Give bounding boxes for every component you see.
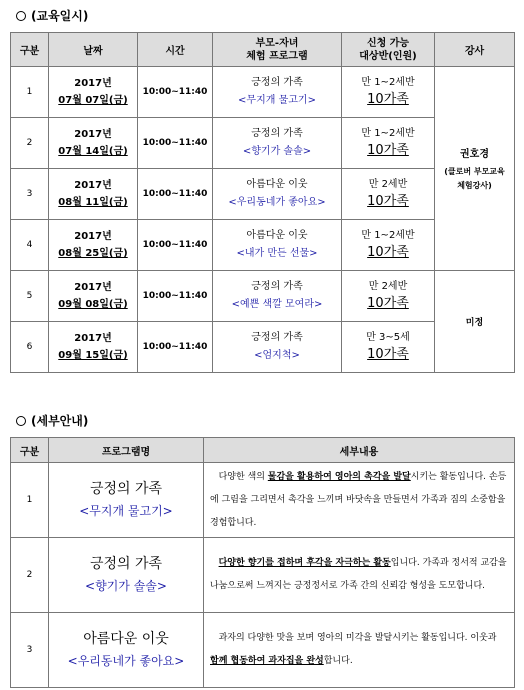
section-title-text: (세부안내) [31,414,89,428]
time-cell: 10:00~11:40 [138,322,213,373]
program-name: 긍정의 가족 [251,128,303,139]
instructor-cell-2: 미정 [435,271,515,373]
instructor-name: 권호경 [460,148,489,160]
row-number: 1 [11,67,49,118]
program-cell [213,220,342,271]
year: 2017년 [74,129,112,140]
program-sub: <향기가 솔솔> [85,579,167,593]
capacity: 10가족 [367,92,409,107]
age-group: 만 3~5세 [366,332,410,343]
capacity: 10가족 [367,194,409,209]
header-date: 날짜 [49,33,138,67]
date: 09월 15일(금) [58,350,128,361]
date: 08월 25일(금) [58,248,128,259]
detail-text [204,613,515,688]
target-cell [342,67,435,118]
header-target: 신청 가능 대상반(인원) [342,33,435,67]
header-details: 세부내용 [204,438,515,463]
date-cell [49,118,138,169]
row-number: 3 [11,169,49,220]
time-cell: 10:00~11:40 [138,271,213,322]
time-cell: 10:00~11:40 [138,169,213,220]
year: 2017년 [74,78,112,89]
header-instructor: 강사 [435,33,515,67]
row-number: 1 [11,463,49,538]
detail-text [204,538,515,613]
details-table [10,437,515,688]
program-name: 긍정의 가족 [251,77,303,88]
table-row [11,613,515,688]
target-cell [342,118,435,169]
capacity: 10가족 [367,245,409,260]
row-number: 2 [11,118,49,169]
program-name: 아름다운 이웃 [83,631,169,647]
detail-pre: 과자의 다양한 맛을 보며 영아의 미각을 발달시키는 활동입니다. 이웃과 [218,633,497,643]
detail-post: 합니다. [323,656,353,666]
program-name-cell [49,538,204,613]
header-program: 부모-자녀 체험 프로그램 [213,33,342,67]
program-sub: <무지개 물고기> [79,504,173,518]
row-number: 5 [11,271,49,322]
circle-bullet-icon [16,11,26,21]
year: 2017년 [74,282,112,293]
row-number: 2 [11,538,49,613]
instructor-cell-1 [435,67,515,271]
year: 2017년 [74,180,112,191]
header-time: 시간 [138,33,213,67]
year: 2017년 [74,333,112,344]
table-row [11,271,515,322]
target-cell [342,271,435,322]
program-sub: <향기가 솔솔> [242,146,312,157]
age-group: 만 2세반 [368,281,408,292]
program-name-cell [49,613,204,688]
age-group: 만 1~2세반 [361,230,415,241]
section-title-schedule [16,7,88,24]
target-cell [342,169,435,220]
detail-post: 입니다. 가족과 정서적 교감을 나눔으로써 느껴지는 긍정정서로 가족 간의 신뢰감 형성을 도모합니다. [210,558,507,591]
program-sub: <우리동네가 좋아요> [228,197,326,208]
program-cell [213,169,342,220]
table-row [11,538,515,613]
program-cell [213,118,342,169]
schedule-table [10,32,515,373]
program-sub: <엄지척> [254,350,300,361]
program-sub: <예쁜 색깔 모여라> [231,299,323,310]
time-cell: 10:00~11:40 [138,118,213,169]
capacity: 10가족 [367,347,409,362]
date: 07월 14일(금) [58,146,128,157]
date-cell [49,271,138,322]
date-cell [49,169,138,220]
program-cell [213,271,342,322]
program-cell [213,322,342,373]
program-name: 긍정의 가족 [89,481,163,497]
program-name: 아름다운 이웃 [246,179,308,190]
detail-highlight: 다양한 향기를 접하며 후각을 자극하는 활동 [218,558,391,568]
date: 09월 08일(금) [58,299,128,310]
detail-highlight: 물감을 활용하여 영아의 촉각을 발달 [267,471,411,482]
date-cell [49,322,138,373]
program-name: 긍정의 가족 [251,332,303,343]
date-cell [49,67,138,118]
program-name: 긍정의 가족 [89,556,163,572]
header-no: 구분 [11,33,49,67]
header-program-name: 프로그램명 [49,438,204,463]
circle-bullet-icon [16,416,26,426]
year: 2017년 [74,231,112,242]
age-group: 만 2세반 [368,179,408,190]
capacity: 10가족 [367,143,409,158]
program-name: 아름다운 이웃 [246,230,308,241]
date: 07월 07일(금) [58,95,128,106]
age-group: 만 1~2세반 [361,77,415,88]
detail-pre: 다양한 색의 [218,471,268,482]
program-sub: <내가 만든 선물> [236,248,318,259]
program-name-cell [49,463,204,538]
program-sub: <무지개 물고기> [238,95,316,106]
time-cell: 10:00~11:40 [138,220,213,271]
details-header-row [11,438,515,463]
program-name: 긍정의 가족 [251,281,303,292]
capacity: 10가족 [367,296,409,311]
program-cell [213,67,342,118]
table-row [11,67,515,118]
detail-post: 시키는 활동입니다. 손등에 그림을 그리면서 촉각을 느끼며 바닷속을 만들면서 가족과 짐의 소중함을 경험합니다. [210,471,507,528]
time-cell: 10:00~11:40 [138,67,213,118]
section-title-text: (교육일시) [31,9,89,23]
row-number: 3 [11,613,49,688]
header-no: 구분 [11,438,49,463]
target-cell [342,322,435,373]
detail-highlight: 함께 협동하여 과자집을 완성 [210,656,324,666]
date-cell [49,220,138,271]
detail-text [204,463,515,538]
instructor-desc: (클로버 부모교육 체험강사) [444,166,505,190]
schedule-header-row [11,33,515,67]
target-cell [342,220,435,271]
date: 08월 11일(금) [58,197,128,208]
age-group: 만 1~2세반 [361,128,415,139]
row-number: 6 [11,322,49,373]
section-title-details [16,412,88,429]
row-number: 4 [11,220,49,271]
table-row [11,463,515,538]
program-sub: <우리동네가 좋아요> [67,654,185,668]
